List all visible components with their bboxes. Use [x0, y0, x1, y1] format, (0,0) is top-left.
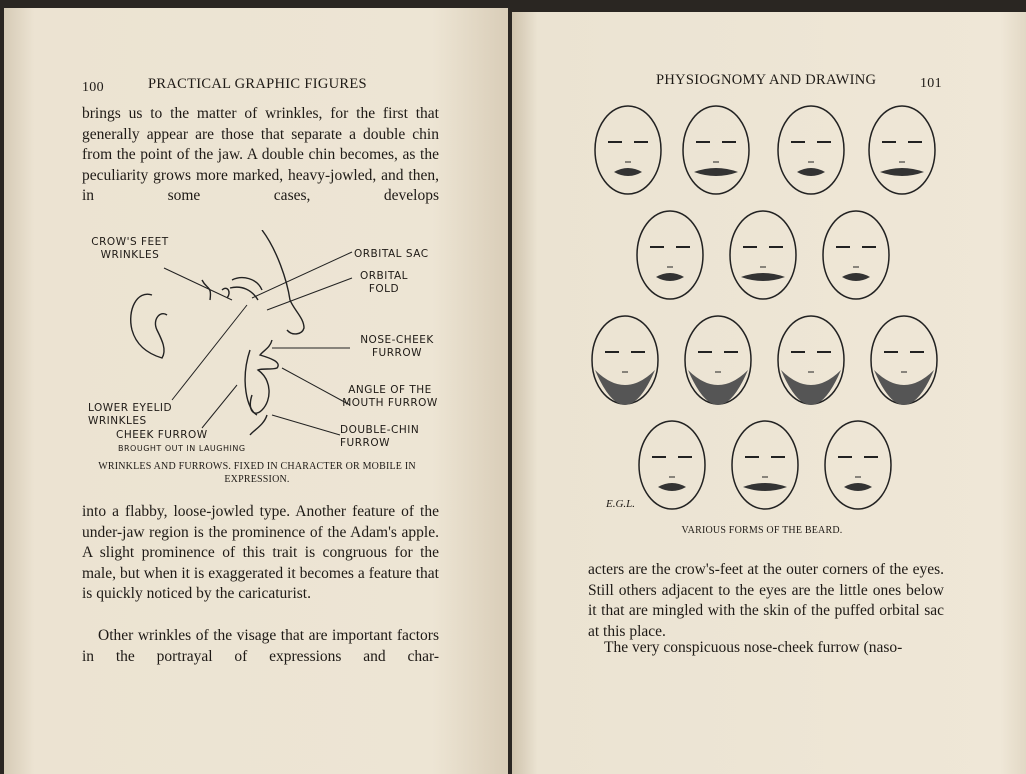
beard-face [732, 421, 798, 509]
label-lower-eyelid-wrinkles: LOWER EYELID WRINKLES [88, 402, 173, 427]
page-number: 100 [82, 80, 104, 95]
label-cheek-furrow: CHEEK FURROW [116, 429, 208, 441]
beard-face [778, 106, 844, 194]
paragraph [588, 560, 944, 642]
beard-face [823, 211, 889, 299]
beard-face [730, 211, 796, 299]
left-page [4, 8, 508, 774]
beard-forms-illustration [512, 12, 1026, 532]
paragraph [82, 626, 439, 667]
paragraph-text: The very conspicuous nose-cheek furrow (naso- [604, 639, 903, 656]
beard-face [592, 316, 658, 405]
running-head: PHYSIOGNOMY AND DRAWING [656, 72, 877, 88]
paragraph [82, 502, 439, 605]
beard-face [825, 421, 891, 509]
beard-face [595, 106, 661, 194]
beard-face [871, 316, 937, 405]
right-page [512, 12, 1026, 774]
label-crows-feet: CROW'S FEET WRINKLES [91, 236, 169, 261]
figure-caption: WRINKLES AND FURROWS. FIXED IN CHARACTER OR MOBILE IN EXPRESSION. [98, 461, 416, 485]
wrinkles-figure [82, 230, 442, 485]
paragraph-text: Other wrinkles of the visage that are important factors in the portrayal of expressions and char- [82, 627, 439, 665]
label-nose-cheek-furrow: NOSE-CHEEK FURROW [360, 334, 434, 359]
label-angle-of-mouth-furrow: ANGLE OF THE MOUTH FURROW [342, 384, 438, 409]
paragraph [82, 104, 439, 207]
paragraph-text: into a flabby, loose-jowled type. Another feature of the under-jaw region is the prominence of the Adam's apple. A slight prominence of this trait is congruous for the male, but when it is exaggerated it becomes a feature that is quickly noticed by the caricaturist. [82, 503, 439, 602]
artist-signature: E.G.L. [606, 498, 636, 510]
running-head: PRACTICAL GRAPHIC FIGURES [148, 76, 367, 92]
label-cheek-furrow-note: BROUGHT OUT IN LAUGHING [118, 444, 246, 453]
paragraph-text: acters are the crow's-feet at the outer corners of the eyes. Still others adjacent to the eyes are the little ones below it that are mingled with the skin of the puffed orbital sac at this place. [588, 561, 944, 640]
label-orbital-fold: ORBITAL FOLD [360, 270, 408, 295]
figure-caption: VARIOUS FORMS OF THE BEARD. [681, 525, 843, 536]
paragraph [588, 638, 944, 659]
paragraph-text: brings us to the matter of wrinkles, for the first that generally appear are those that separate a double chin from the point of the jaw. A double chin becomes, as the peculiarity grows more marked, heavy-jowled, and then, in some cases, develops [82, 105, 439, 204]
label-orbital-sac: ORBITAL SAC [354, 248, 429, 260]
beard-face [869, 106, 935, 194]
beard-face [639, 421, 705, 509]
beard-face [778, 316, 844, 405]
beard-face [685, 316, 751, 405]
beard-face [637, 211, 703, 299]
beard-face [683, 106, 749, 194]
label-double-chin-furrow: DOUBLE-CHIN FURROW [340, 424, 420, 449]
page-number: 101 [920, 76, 942, 91]
